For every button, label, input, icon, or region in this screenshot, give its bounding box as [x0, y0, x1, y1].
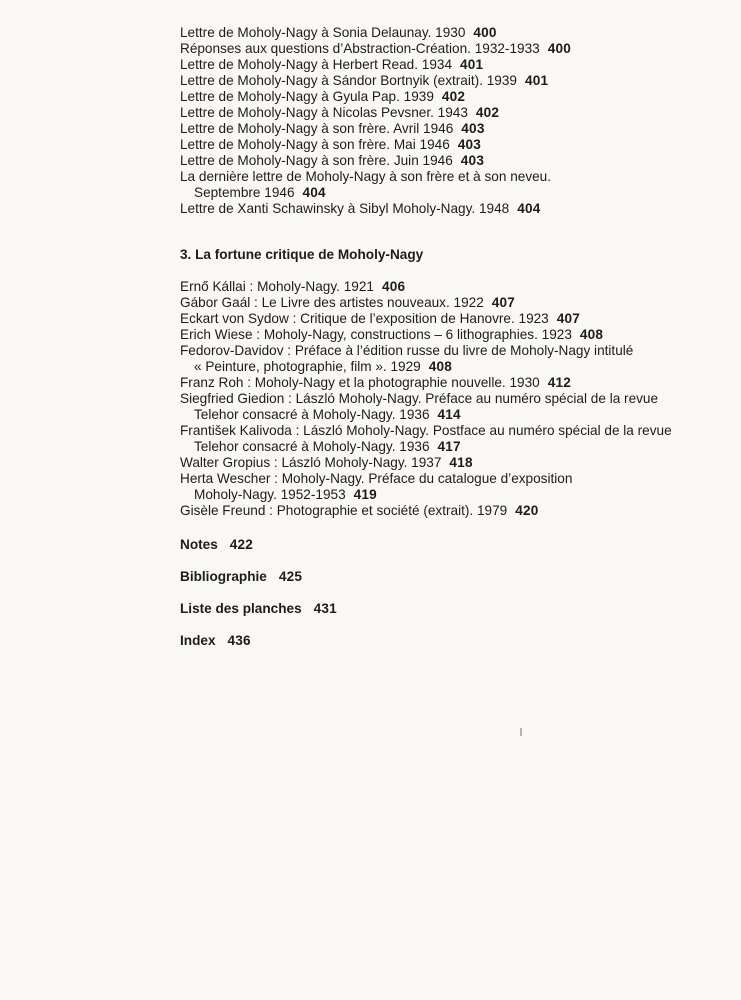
entry-title: Lettre de Moholy-Nagy à son frère. Avril 1946: [180, 121, 454, 136]
page-number: 420: [515, 503, 539, 518]
entry-title: Erich Wiese : Moholy-Nagy, constructions – 6 lithographies. 1923: [180, 327, 572, 342]
toc-entry: [180, 89, 720, 105]
toc-entry: [180, 503, 720, 519]
entry-title: Lettre de Moholy-Nagy à son frère. Juin 1946: [180, 153, 453, 168]
toc-entry: [180, 57, 720, 73]
entry-title: Herta Wescher : Moholy-Nagy. Préface du catalogue d’exposition: [180, 471, 573, 486]
entry-title: Lettre de Moholy-Nagy à Herbert Read. 1934: [180, 57, 453, 72]
letters-list: [180, 25, 720, 217]
entry-title: Lettre de Moholy-Nagy à Sonia Delaunay. 1930: [180, 25, 466, 40]
section-label: Notes: [180, 537, 218, 552]
toc-entry: [180, 391, 720, 423]
page-number: 419: [353, 487, 377, 502]
toc-entry: [180, 105, 720, 121]
entry-title: Walter Gropius : László Moholy-Nagy. 1937: [180, 455, 442, 470]
entry-title: Réponses aux questions d’Abstraction-Création. 1932-1933: [180, 41, 540, 56]
entry-title: Franz Roh : Moholy-Nagy et la photographie nouvelle. 1930: [180, 375, 540, 390]
toc-entry: [180, 41, 720, 57]
entry-title-continued: « Peinture, photographie, film ». 1929: [194, 359, 421, 374]
entry-title: Gábor Gaál : Le Livre des artistes nouveaux. 1922: [180, 295, 484, 310]
entry-title: Ernő Kállai : Moholy-Nagy. 1921: [180, 279, 374, 294]
page-number: 402: [475, 105, 500, 120]
print-mark: [520, 728, 522, 736]
toc-entry: [180, 153, 720, 169]
entry-title-continued: Moholy-Nagy. 1952-1953: [194, 487, 346, 502]
page-number: 418: [449, 455, 473, 470]
index-heading: [180, 633, 720, 649]
entry-title: Lettre de Moholy-Nagy à Nicolas Pevsner. 1943: [180, 105, 468, 120]
section-label: Index: [180, 633, 216, 648]
entry-title: Siegfried Giedion : László Moholy-Nagy. Préface au numéro spécial de la revue: [180, 391, 659, 406]
entry-title: Lettre de Xanti Schawinsky à Sibyl Moholy-Nagy. 1948: [180, 201, 510, 216]
page-number: 400: [547, 41, 571, 56]
page-number: 400: [473, 25, 497, 40]
toc-entry: [180, 295, 720, 311]
page-number: 403: [457, 137, 482, 152]
section-label: Liste des planches: [180, 601, 302, 616]
page-number: 402: [441, 89, 466, 104]
page-number: 406: [381, 279, 406, 294]
toc-entry: [180, 279, 720, 295]
page-number: 425: [278, 569, 303, 584]
entry-title: Lettre de Moholy-Nagy à son frère. Mai 1946: [180, 137, 450, 152]
toc-entry: [180, 471, 720, 503]
entry-title: Gisèle Freund : Photographie et société (extrait). 1979: [180, 503, 508, 518]
page-number: 404: [302, 185, 326, 200]
toc-entry: [180, 201, 720, 217]
entry-title-continued: Septembre 1946: [194, 185, 295, 200]
page-number: 408: [428, 359, 452, 374]
toc-entry: [180, 375, 720, 391]
page-number: 404: [517, 201, 541, 216]
toc-entry: [180, 25, 720, 41]
page-number: 422: [229, 537, 254, 552]
page-number: 407: [491, 295, 516, 310]
page-number: 414: [437, 407, 461, 422]
bibliographie-heading: [180, 569, 720, 585]
liste-des-planches-heading: [180, 601, 720, 617]
entry-title: La dernière lettre de Moholy-Nagy à son frère et à son neveu.: [180, 169, 552, 184]
critique-list: [180, 279, 720, 519]
toc-entry: [180, 423, 720, 455]
toc-entry: [180, 121, 720, 137]
entry-title: Eckart von Sydow : Critique de l’exposition de Hanovre. 1923: [180, 311, 549, 326]
page-number: 417: [437, 439, 461, 454]
page-number: 403: [461, 121, 485, 136]
page-number: 401: [460, 57, 484, 72]
page-number: 412: [547, 375, 571, 390]
back-matter: [180, 537, 720, 649]
entry-title-continued: Telehor consacré à Moholy-Nagy. 1936: [194, 407, 430, 422]
page-number: 403: [460, 153, 485, 168]
page-number: 431: [313, 601, 337, 616]
toc-entry: [180, 311, 720, 327]
entry-title: Lettre de Moholy-Nagy à Gyula Pap. 1939: [180, 89, 434, 104]
page-number: 401: [525, 73, 549, 88]
toc-entry: [180, 343, 720, 375]
toc-entry: [180, 455, 720, 471]
toc-entry: [180, 73, 720, 89]
section-heading: 3. La fortune critique de Moholy-Nagy: [180, 247, 424, 262]
toc-entry: [180, 327, 720, 343]
toc-page: [180, 25, 720, 649]
page-number: 407: [556, 311, 581, 326]
entry-title: Lettre de Moholy-Nagy à Sándor Bortnyik (extrait). 1939: [180, 73, 517, 88]
toc-entry: [180, 137, 720, 153]
entry-title: František Kalivoda : László Moholy-Nagy. Postface au numéro spécial de la revue: [180, 423, 672, 438]
page-number: 408: [579, 327, 604, 342]
page-number: 436: [227, 633, 251, 648]
entry-title-continued: Telehor consacré à Moholy-Nagy. 1936: [194, 439, 430, 454]
section-label: Bibliographie: [180, 569, 267, 584]
notes-heading: [180, 537, 720, 553]
entry-title: Fedorov-Davidov : Préface à l’édition russe du livre de Moholy-Nagy intitulé: [180, 343, 634, 358]
toc-entry: [180, 169, 720, 201]
